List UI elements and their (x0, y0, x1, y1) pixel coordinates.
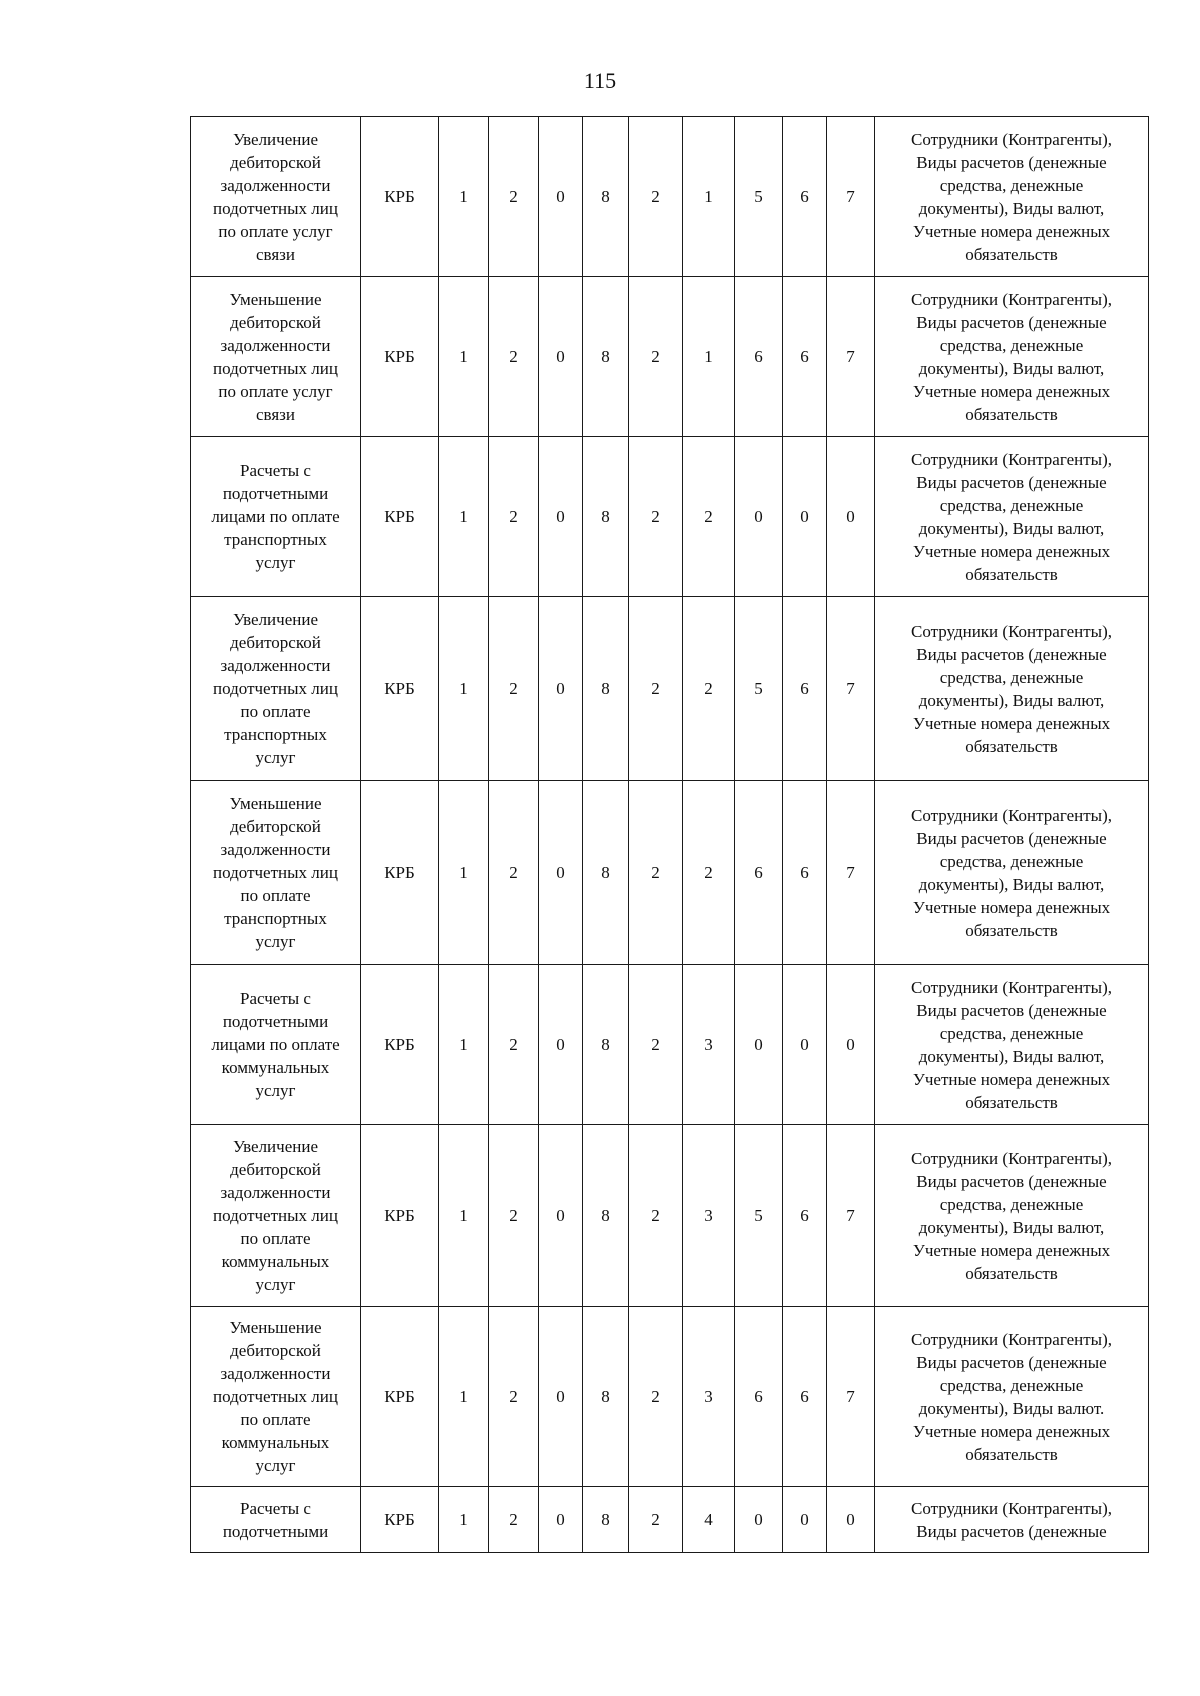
account-digit: 7 (846, 347, 855, 366)
digit-cell (683, 277, 735, 437)
digit-cell (539, 437, 583, 597)
account-digit: 2 (651, 679, 660, 698)
account-digit: 0 (556, 187, 565, 206)
digit-cell (439, 597, 489, 781)
digit-cell (629, 597, 683, 781)
account-digit: 2 (704, 679, 713, 698)
code-value: КРБ (384, 1035, 415, 1054)
account-name: Увеличение дебиторской задолженности подотчетных лиц по оплате услуг связи (213, 129, 338, 264)
account-digit: 3 (704, 1035, 713, 1054)
account-digit: 0 (846, 1035, 855, 1054)
account-digit: 8 (601, 347, 610, 366)
digit-cell (629, 277, 683, 437)
account-digit: 6 (754, 347, 763, 366)
account-digit: 6 (800, 863, 809, 882)
digit-cell (539, 1125, 583, 1307)
digit-cell (583, 1125, 629, 1307)
digit-cell (783, 965, 827, 1125)
account-digit: 2 (651, 1510, 660, 1529)
code-value: КРБ (384, 507, 415, 526)
account-digit: 1 (459, 1510, 468, 1529)
analytics-text: Сотрудники (Контрагенты), Виды расчетов (денежные средства, денежные документы), Виды валют. Учетные номера денежных обязательств (911, 1329, 1112, 1464)
digit-cell (629, 117, 683, 277)
account-digit: 2 (509, 679, 518, 698)
account-name: Увеличение дебиторской задолженности подотчетных лиц по оплате коммунальных услуг (213, 1137, 338, 1294)
account-digit: 1 (459, 1035, 468, 1054)
digit-cell (827, 277, 875, 437)
digit-cell (583, 277, 629, 437)
digit-cell (783, 437, 827, 597)
analytics-text: Сотрудники (Контрагенты), Виды расчетов (денежные средства, денежные документы), Виды валют, Учетные номера денежных обязательств (911, 129, 1112, 264)
analytics-cell (875, 437, 1149, 597)
account-digit: 0 (556, 679, 565, 698)
digit-cell (735, 965, 783, 1125)
account-name-cell (191, 965, 361, 1125)
digit-cell (629, 781, 683, 965)
account-digit: 0 (556, 1510, 565, 1529)
digit-cell (735, 1487, 783, 1553)
account-digit: 0 (556, 507, 565, 526)
account-digit: 7 (846, 1206, 855, 1225)
account-digit: 7 (846, 187, 855, 206)
digit-cell (439, 277, 489, 437)
table-body (191, 117, 1149, 1553)
account-digit: 8 (601, 1510, 610, 1529)
code-cell (361, 437, 439, 597)
digit-cell (683, 965, 735, 1125)
account-name-cell (191, 1307, 361, 1487)
table-row (191, 781, 1149, 965)
digit-cell (583, 597, 629, 781)
digit-cell (583, 437, 629, 597)
digit-cell (489, 1487, 539, 1553)
code-cell (361, 965, 439, 1125)
account-digit: 6 (800, 1387, 809, 1406)
code-value: КРБ (384, 863, 415, 882)
account-digit: 1 (704, 347, 713, 366)
digit-cell (439, 437, 489, 597)
digit-cell (783, 781, 827, 965)
account-digit: 0 (754, 1035, 763, 1054)
account-name-cell (191, 437, 361, 597)
page-number: 115 (583, 68, 617, 93)
account-digit: 1 (459, 507, 468, 526)
code-cell (361, 1487, 439, 1553)
code-value: КРБ (384, 187, 415, 206)
digit-cell (683, 1487, 735, 1553)
account-digit: 0 (846, 507, 855, 526)
account-digit: 2 (651, 863, 660, 882)
digit-cell (683, 597, 735, 781)
account-digit: 1 (459, 1206, 468, 1225)
digit-cell (827, 1125, 875, 1307)
digit-cell (783, 1307, 827, 1487)
account-digit: 6 (754, 1387, 763, 1406)
analytics-cell (875, 597, 1149, 781)
table-row (191, 597, 1149, 781)
code-cell (361, 1307, 439, 1487)
digit-cell (827, 117, 875, 277)
account-digit: 2 (509, 1206, 518, 1225)
account-digit: 3 (704, 1206, 713, 1225)
digit-cell (539, 1307, 583, 1487)
account-digit: 0 (556, 1035, 565, 1054)
account-digit: 2 (651, 187, 660, 206)
account-digit: 8 (601, 1387, 610, 1406)
account-digit: 2 (509, 1387, 518, 1406)
account-digit: 2 (651, 1387, 660, 1406)
account-digit: 1 (459, 679, 468, 698)
analytics-cell (875, 117, 1149, 277)
analytics-text: Сотрудники (Контрагенты), Виды расчетов (денежные средства, денежные документы), Виды валют, Учетные номера денежных обязательств (911, 289, 1112, 424)
digit-cell (735, 781, 783, 965)
account-name-cell (191, 597, 361, 781)
account-digit: 0 (754, 507, 763, 526)
account-digit: 2 (509, 187, 518, 206)
account-digit: 0 (800, 507, 809, 526)
digit-cell (439, 117, 489, 277)
account-digit: 1 (459, 863, 468, 882)
digit-cell (735, 437, 783, 597)
digit-cell (683, 1307, 735, 1487)
code-cell (361, 1125, 439, 1307)
digit-cell (683, 781, 735, 965)
account-digit: 8 (601, 1206, 610, 1225)
digit-cell (629, 965, 683, 1125)
digit-cell (539, 597, 583, 781)
account-digit: 6 (800, 1206, 809, 1225)
digit-cell (735, 1125, 783, 1307)
account-digit: 2 (651, 1035, 660, 1054)
digit-cell (489, 277, 539, 437)
digit-cell (489, 965, 539, 1125)
analytics-cell (875, 1307, 1149, 1487)
digit-cell (827, 437, 875, 597)
analytics-text: Сотрудники (Контрагенты), Виды расчетов (денежные средства, денежные документы), Виды валют, Учетные номера денежных обязательств (911, 449, 1112, 584)
digit-cell (683, 1125, 735, 1307)
digit-cell (735, 597, 783, 781)
account-name-cell (191, 1487, 361, 1553)
account-name: Уменьшение дебиторской задолженности подотчетных лиц по оплате услуг связи (213, 289, 338, 424)
digit-cell (783, 277, 827, 437)
account-name: Расчеты с подотчетными (222, 1498, 329, 1541)
account-digit: 0 (800, 1510, 809, 1529)
table-row (191, 1487, 1149, 1553)
account-digit: 4 (704, 1510, 713, 1529)
table-row (191, 965, 1149, 1125)
account-digit: 1 (704, 187, 713, 206)
account-digit: 5 (754, 679, 763, 698)
digit-cell (539, 781, 583, 965)
account-digit: 8 (601, 679, 610, 698)
digit-cell (629, 1487, 683, 1553)
digit-cell (827, 965, 875, 1125)
digit-cell (539, 965, 583, 1125)
account-digit: 2 (704, 507, 713, 526)
account-digit: 8 (601, 863, 610, 882)
analytics-text: Сотрудники (Контрагенты), Виды расчетов (денежные (911, 1498, 1112, 1541)
digit-cell (489, 781, 539, 965)
account-digit: 6 (754, 863, 763, 882)
code-cell (361, 277, 439, 437)
account-name: Увеличение дебиторской задолженности подотчетных лиц по оплате транспортных услуг (213, 610, 338, 767)
account-digit: 2 (651, 507, 660, 526)
analytics-cell (875, 1125, 1149, 1307)
digit-cell (735, 117, 783, 277)
account-digit: 2 (509, 507, 518, 526)
account-digit: 2 (704, 863, 713, 882)
account-digit: 8 (601, 187, 610, 206)
account-digit: 3 (704, 1387, 713, 1406)
account-digit: 1 (459, 187, 468, 206)
analytics-cell (875, 1487, 1149, 1553)
digit-cell (783, 117, 827, 277)
code-value: КРБ (384, 1510, 415, 1529)
analytics-text: Сотрудники (Контрагенты), Виды расчетов (денежные средства, денежные документы), Виды валют, Учетные номера денежных обязательств (911, 977, 1112, 1112)
table-row (191, 1307, 1149, 1487)
digit-cell (583, 781, 629, 965)
digit-cell (539, 277, 583, 437)
account-digit: 7 (846, 1387, 855, 1406)
digit-cell (489, 597, 539, 781)
digit-cell (539, 117, 583, 277)
digit-cell (583, 1487, 629, 1553)
account-digit: 2 (509, 863, 518, 882)
digit-cell (439, 781, 489, 965)
digit-cell (489, 437, 539, 597)
code-cell (361, 597, 439, 781)
digit-cell (489, 1307, 539, 1487)
analytics-cell (875, 781, 1149, 965)
account-digit: 2 (651, 1206, 660, 1225)
table-row (191, 117, 1149, 277)
account-name-cell (191, 117, 361, 277)
digit-cell (827, 1307, 875, 1487)
digit-cell (629, 1307, 683, 1487)
account-digit: 0 (846, 1510, 855, 1529)
code-cell (361, 781, 439, 965)
account-name: Уменьшение дебиторской задолженности подотчетных лиц по оплате транспортных услуг (213, 794, 338, 951)
digit-cell (629, 437, 683, 597)
digit-cell (783, 1125, 827, 1307)
account-digit: 0 (556, 1206, 565, 1225)
digit-cell (439, 1125, 489, 1307)
account-name: Расчеты с подотчетными лицами по оплате транспортных услуг (211, 461, 340, 572)
account-digit: 2 (509, 347, 518, 366)
account-digit: 6 (800, 187, 809, 206)
code-value: КРБ (384, 347, 415, 366)
table-row (191, 437, 1149, 597)
account-digit: 0 (754, 1510, 763, 1529)
digit-cell (539, 1487, 583, 1553)
analytics-text: Сотрудники (Контрагенты), Виды расчетов (денежные средства, денежные документы), Виды валют, Учетные номера денежных обязательств (911, 621, 1112, 756)
digit-cell (439, 1487, 489, 1553)
account-digit: 2 (509, 1035, 518, 1054)
account-digit: 8 (601, 507, 610, 526)
account-digit: 5 (754, 1206, 763, 1225)
account-digit: 2 (509, 1510, 518, 1529)
account-digit: 8 (601, 1035, 610, 1054)
account-digit: 1 (459, 347, 468, 366)
account-digit: 0 (800, 1035, 809, 1054)
digit-cell (489, 1125, 539, 1307)
account-digit: 0 (556, 347, 565, 366)
analytics-text: Сотрудники (Контрагенты), Виды расчетов (денежные средства, денежные документы), Виды валют, Учетные номера денежных обязательств (911, 1148, 1112, 1283)
digit-cell (827, 597, 875, 781)
code-cell (361, 117, 439, 277)
account-table (190, 116, 1149, 1553)
digit-cell (583, 1307, 629, 1487)
account-digit: 1 (459, 1387, 468, 1406)
account-digit: 6 (800, 347, 809, 366)
analytics-text: Сотрудники (Контрагенты), Виды расчетов (денежные средства, денежные документы), Виды валют, Учетные номера денежных обязательств (911, 805, 1112, 940)
account-name: Расчеты с подотчетными лицами по оплате коммунальных услуг (211, 989, 340, 1100)
code-value: КРБ (384, 1387, 415, 1406)
code-value: КРБ (384, 1206, 415, 1225)
digit-cell (827, 781, 875, 965)
account-digit: 5 (754, 187, 763, 206)
digit-cell (439, 965, 489, 1125)
code-value: КРБ (384, 679, 415, 698)
analytics-cell (875, 965, 1149, 1125)
account-digit: 0 (556, 1387, 565, 1406)
account-name-cell (191, 1125, 361, 1307)
digit-cell (683, 437, 735, 597)
analytics-cell (875, 277, 1149, 437)
digit-cell (489, 117, 539, 277)
digit-cell (629, 1125, 683, 1307)
account-digit: 6 (800, 679, 809, 698)
digit-cell (783, 597, 827, 781)
account-name-cell (191, 277, 361, 437)
digit-cell (583, 117, 629, 277)
account-digit: 2 (651, 347, 660, 366)
digit-cell (827, 1487, 875, 1553)
digit-cell (683, 117, 735, 277)
account-digit: 0 (556, 863, 565, 882)
account-digit: 7 (846, 679, 855, 698)
digit-cell (735, 277, 783, 437)
account-name: Уменьшение дебиторской задолженности подотчетных лиц по оплате коммунальных услуг (213, 1318, 338, 1475)
account-digit: 7 (846, 863, 855, 882)
digit-cell (735, 1307, 783, 1487)
table-row (191, 277, 1149, 437)
digit-cell (439, 1307, 489, 1487)
account-name-cell (191, 781, 361, 965)
table-row (191, 1125, 1149, 1307)
digit-cell (783, 1487, 827, 1553)
digit-cell (583, 965, 629, 1125)
